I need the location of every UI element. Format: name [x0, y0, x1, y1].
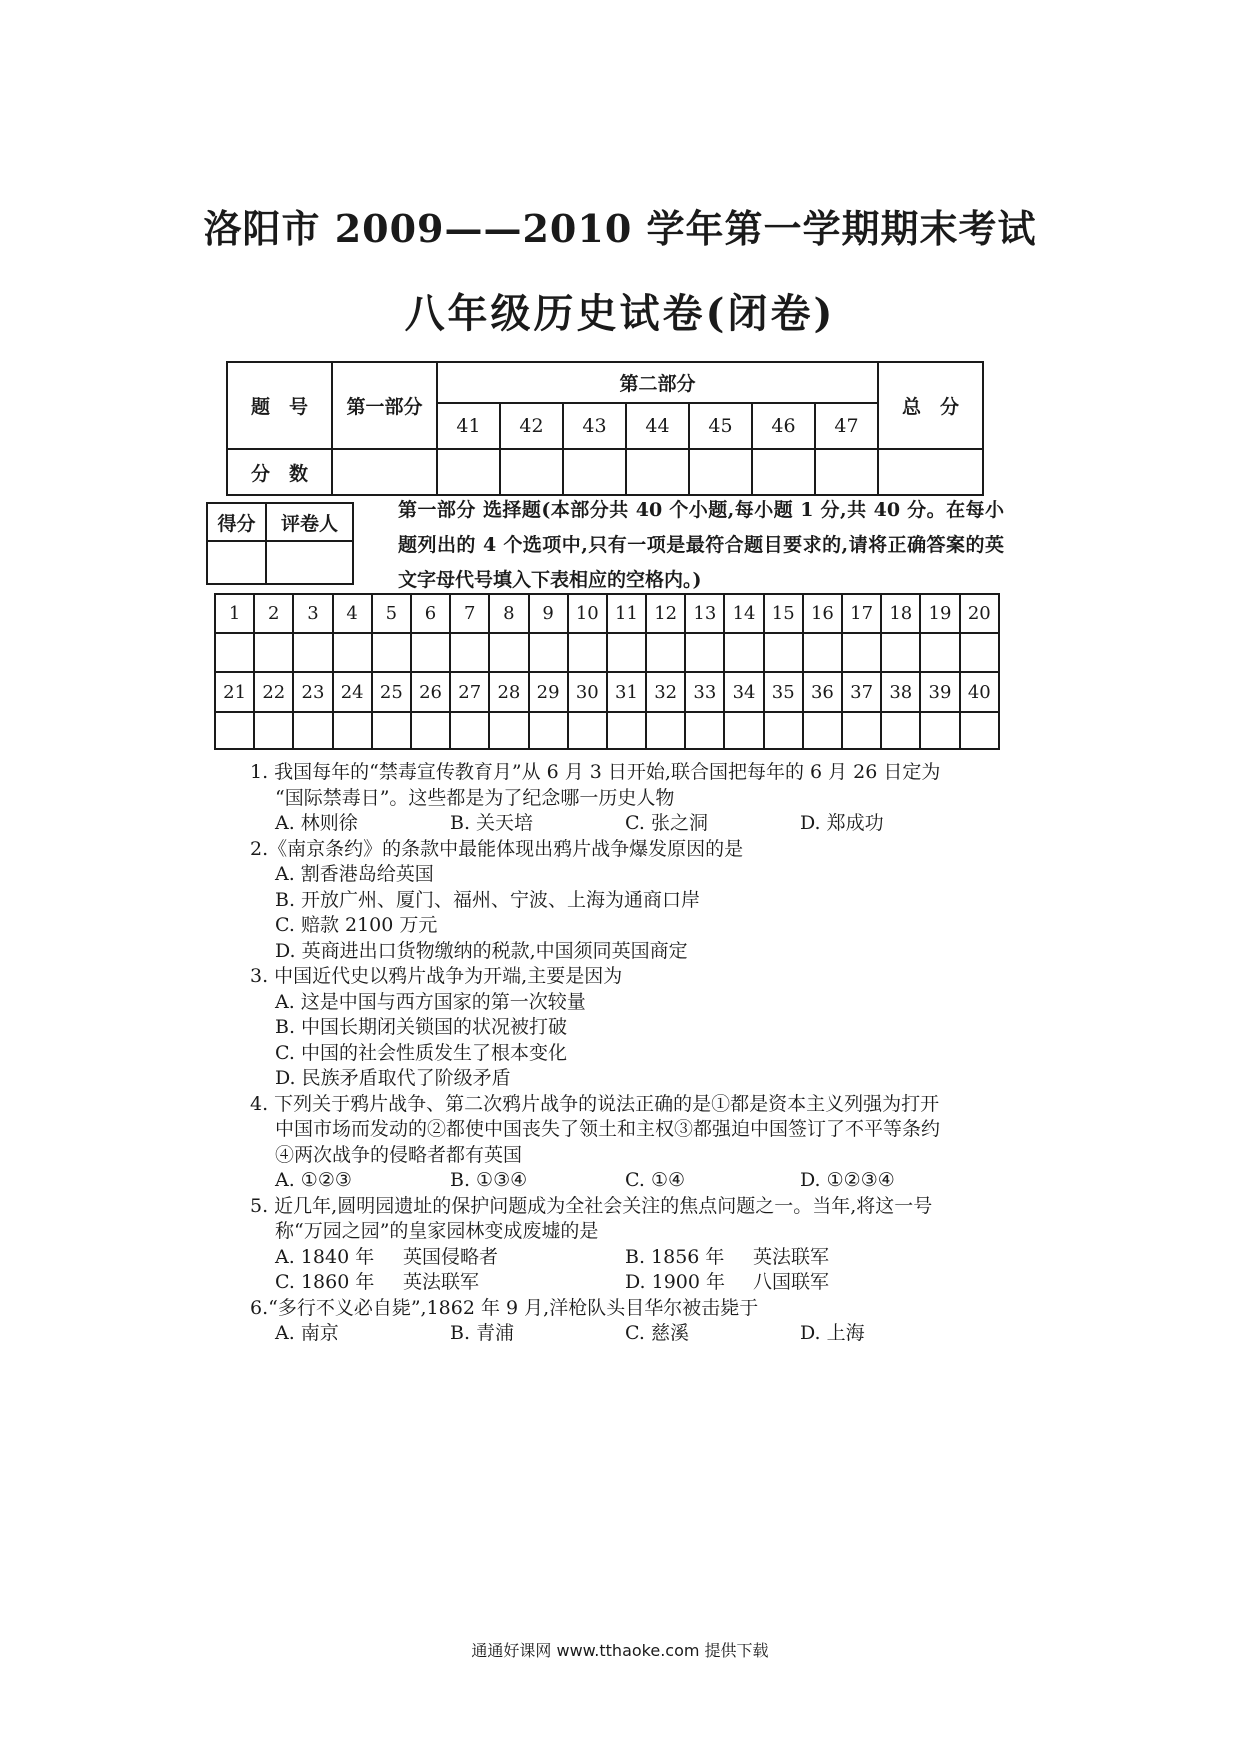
option-row: [250, 1321, 1010, 1347]
question-number-cell: 42: [500, 403, 563, 449]
option[interactable]: A. 这是中国与西方国家的第一次较量: [275, 990, 586, 1013]
answer-cell[interactable]: [685, 712, 724, 749]
answer-cell[interactable]: [333, 712, 372, 749]
question-number-cell: 43: [563, 403, 626, 449]
option-year: A. 1840 年: [275, 1245, 375, 1268]
answer-cell[interactable]: [607, 712, 646, 749]
grid-number-cell: 39: [920, 672, 959, 712]
question-6: [250, 1296, 1010, 1347]
question-list: [250, 760, 1010, 1347]
option[interactable]: D. 上海: [800, 1322, 865, 1344]
grid-number-cell: 3: [293, 594, 332, 633]
answer-cell[interactable]: [685, 633, 724, 672]
grid-number-cell: 7: [450, 594, 489, 633]
score-input-cell[interactable]: [207, 541, 266, 584]
answer-cell[interactable]: [724, 712, 763, 749]
grid-number-cell: 16: [803, 594, 842, 633]
option[interactable]: A. 割香港岛给英国: [275, 863, 434, 885]
question-stem: 6.“多行不义必自毙”,1862 年 9 月,洋枪队头目华尔被击毙于: [250, 1296, 759, 1319]
grid-number-cell: 6: [411, 594, 450, 633]
option[interactable]: D. 英商进出口货物缴纳的税款,中国须同英国商定: [275, 939, 688, 962]
option[interactable]: B. 开放广州、厦门、福州、宁波、上海为通商口岸: [275, 888, 701, 911]
option[interactable]: A. 南京: [275, 1322, 339, 1344]
answer-cell[interactable]: [333, 633, 372, 672]
grid-number-cell: 21: [215, 672, 254, 712]
answer-cell[interactable]: [960, 712, 999, 749]
option-actor: 八国联军: [753, 1271, 830, 1293]
total-header: 总 分: [878, 362, 983, 449]
option[interactable]: C. 慈溪: [625, 1322, 689, 1344]
option[interactable]: C. 赔款 2100 万元: [275, 914, 438, 936]
answer-cell[interactable]: [764, 633, 803, 672]
grader-label: 评卷人: [266, 503, 353, 541]
grid-number-cell: 28: [489, 672, 528, 712]
row-label-number: 题 号: [227, 362, 332, 449]
answer-cell[interactable]: [293, 633, 332, 672]
grid-number-cell: 35: [764, 672, 803, 712]
option[interactable]: [625, 1245, 975, 1271]
score-cell[interactable]: [815, 449, 878, 495]
question-stem: 3. 中国近代史以鸦片战争为开端,主要是因为: [250, 965, 623, 987]
option[interactable]: A. 林则徐: [275, 812, 358, 834]
answer-cell[interactable]: [450, 633, 489, 672]
grid-number-cell: 13: [685, 594, 724, 633]
option[interactable]: A. ①②③: [275, 1169, 352, 1191]
grid-number-cell: 32: [646, 672, 685, 712]
question-4: [250, 1092, 1010, 1194]
option[interactable]: B. 关天培: [450, 812, 534, 834]
grid-number-cell: 33: [685, 672, 724, 712]
answer-cell[interactable]: [254, 633, 293, 672]
answer-cell[interactable]: [920, 712, 959, 749]
question-stem: 中国市场而发动的②都使中国丧失了领土和主权③都强迫中国签订了不平等条约: [275, 1118, 941, 1140]
answer-cell[interactable]: [215, 712, 254, 749]
question-stem: 4. 下列关于鸦片战争、第二次鸦片战争的说法正确的是①都是资本主义列强为打开: [250, 1092, 940, 1115]
score-cell[interactable]: [752, 449, 815, 495]
question-stem: “国际禁毒日”。这些都是为了纪念哪一历史人物: [275, 786, 675, 809]
answer-cell[interactable]: [215, 633, 254, 672]
answer-cell[interactable]: [842, 712, 881, 749]
score-cell[interactable]: [437, 449, 500, 495]
option-row: [250, 1270, 1010, 1296]
option[interactable]: D. 民族矛盾取代了阶级矛盾: [275, 1067, 511, 1089]
answer-cell[interactable]: [607, 633, 646, 672]
score-cell[interactable]: [626, 449, 689, 495]
grid-number-cell: 10: [568, 594, 607, 633]
grid-number-cell: 17: [842, 594, 881, 633]
grid-number-cell: 18: [881, 594, 920, 633]
score-cell[interactable]: [500, 449, 563, 495]
grid-number-cell: 4: [333, 594, 372, 633]
question-5: [250, 1194, 1010, 1296]
exam-title: 洛阳市 2009——2010 学年第一学期期末考试: [203, 206, 1037, 251]
question-stem: 称“万园之园”的皇家园林变成废墟的是: [275, 1220, 599, 1242]
grid-number-cell: 24: [333, 672, 372, 712]
answer-cell[interactable]: [529, 712, 568, 749]
grid-number-cell: 34: [724, 672, 763, 712]
answer-cell[interactable]: [254, 712, 293, 749]
grid-number-cell: 38: [881, 672, 920, 712]
row-label-score: 分 数: [227, 449, 332, 495]
answer-cell[interactable]: [489, 712, 528, 749]
grid-number-cell: 14: [724, 594, 763, 633]
grid-number-cell: 2: [254, 594, 293, 633]
option-actor: 英法联军: [753, 1245, 830, 1268]
question-2: [250, 837, 1010, 965]
answer-grid-blank-row: [215, 712, 999, 749]
section-one-intro: 第一部分 选择题(本部分共 40 个小题,每小题 1 分,共 40 分。在每小题列出的 4 个选项中,只有一项是最符合题目要求的,请将正确答案的英文字母代号填入下表相应的空格内。): [398, 499, 1005, 591]
grid-number-cell: 22: [254, 672, 293, 712]
answer-cell[interactable]: [764, 712, 803, 749]
option[interactable]: C. ①④: [625, 1169, 686, 1191]
grid-number-cell: 19: [920, 594, 959, 633]
grid-number-cell: 23: [293, 672, 332, 712]
option[interactable]: [275, 1270, 625, 1296]
answer-cell[interactable]: [568, 712, 607, 749]
answer-cell[interactable]: [411, 633, 450, 672]
option[interactable]: B. 青浦: [450, 1322, 515, 1344]
option-actor: 英国侵略者: [403, 1245, 499, 1268]
option[interactable]: C. 张之洞: [625, 812, 708, 834]
grader-input-cell[interactable]: [266, 541, 353, 584]
grid-number-cell: 26: [411, 672, 450, 712]
answer-grid-number-row: [215, 594, 999, 633]
grid-number-cell: 1: [215, 594, 254, 633]
answer-grid-number-row: [215, 672, 999, 712]
question-number-cell: 46: [752, 403, 815, 449]
question-number-cell: 47: [815, 403, 878, 449]
grid-number-cell: 9: [529, 594, 568, 633]
question-stem: 1. 我国每年的“禁毒宣传教育月”从 6 月 3 日开始,联合国把每年的 6 月 26 日定为: [250, 761, 941, 783]
option[interactable]: [275, 1245, 625, 1271]
question-number-cell: 41: [437, 403, 500, 449]
option[interactable]: B. 中国长期闭关锁国的状况被打破: [275, 1016, 568, 1038]
answer-cell[interactable]: [920, 633, 959, 672]
grid-number-cell: 37: [842, 672, 881, 712]
grid-number-cell: 15: [764, 594, 803, 633]
grid-number-cell: 20: [960, 594, 999, 633]
option[interactable]: D. ①②③④: [800, 1169, 895, 1191]
answer-grid: [214, 593, 1000, 750]
answer-cell[interactable]: [646, 712, 685, 749]
grid-number-cell: 11: [607, 594, 646, 633]
answer-cell[interactable]: [372, 633, 411, 672]
answer-cell[interactable]: [489, 633, 528, 672]
grid-number-cell: 40: [960, 672, 999, 712]
option[interactable]: B. ①③④: [450, 1169, 528, 1191]
option[interactable]: C. 中国的社会性质发生了根本变化: [275, 1041, 567, 1064]
answer-cell[interactable]: [411, 712, 450, 749]
option-year: D. 1900 年: [625, 1271, 726, 1293]
answer-cell[interactable]: [842, 633, 881, 672]
option-actor: 英法联军: [403, 1271, 480, 1293]
answer-cell[interactable]: [646, 633, 685, 672]
answer-cell[interactable]: [803, 633, 842, 672]
answer-cell[interactable]: [960, 633, 999, 672]
grid-number-cell: 8: [489, 594, 528, 633]
grid-number-cell: 29: [529, 672, 568, 712]
answer-cell[interactable]: [529, 633, 568, 672]
grader-box: [206, 502, 354, 585]
question-number-cell: 45: [689, 403, 752, 449]
grid-number-cell: 30: [568, 672, 607, 712]
score-cell[interactable]: [878, 449, 983, 495]
footer-credit: 通通好课网 www.tthaoke.com 提供下载: [471, 1641, 769, 1660]
answer-cell[interactable]: [450, 712, 489, 749]
score-label: 得分: [207, 503, 266, 541]
answer-grid-blank-row: [215, 633, 999, 672]
answer-cell[interactable]: [568, 633, 607, 672]
grid-number-cell: 25: [372, 672, 411, 712]
option-row: [250, 811, 1010, 837]
option-year: B. 1856 年: [625, 1245, 725, 1268]
score-cell[interactable]: [689, 449, 752, 495]
grid-number-cell: 12: [646, 594, 685, 633]
part-one-header: 第一部分: [332, 362, 437, 449]
question-number-cell: 44: [626, 403, 689, 449]
score-cell[interactable]: [332, 449, 437, 495]
score-table: [226, 361, 984, 496]
exam-subtitle: 八年级历史试卷(闭卷): [404, 290, 836, 337]
answer-cell[interactable]: [293, 712, 332, 749]
answer-cell[interactable]: [372, 712, 411, 749]
answer-cell[interactable]: [803, 712, 842, 749]
option-row: [250, 1168, 1010, 1194]
part-two-header: 第二部分: [437, 362, 878, 403]
option[interactable]: D. 郑成功: [800, 812, 884, 834]
question-1: [250, 760, 1010, 837]
grid-number-cell: 27: [450, 672, 489, 712]
option-year: C. 1860 年: [275, 1271, 375, 1293]
question-stem: 2.《南京条约》的条款中最能体现出鸦片战争爆发原因的是: [250, 837, 744, 860]
grid-number-cell: 36: [803, 672, 842, 712]
grid-number-cell: 5: [372, 594, 411, 633]
grid-number-cell: 31: [607, 672, 646, 712]
answer-cell[interactable]: [724, 633, 763, 672]
answer-cell[interactable]: [881, 633, 920, 672]
answer-cell[interactable]: [881, 712, 920, 749]
question-stem: 5. 近几年,圆明园遗址的保护问题成为全社会关注的焦点问题之一。当年,将这一号: [250, 1194, 933, 1217]
score-cell[interactable]: [563, 449, 626, 495]
option-row: [250, 1245, 1010, 1271]
question-stem: ④两次战争的侵略者都有英国: [275, 1143, 523, 1166]
option[interactable]: [625, 1270, 975, 1296]
question-3: [250, 964, 1010, 1092]
